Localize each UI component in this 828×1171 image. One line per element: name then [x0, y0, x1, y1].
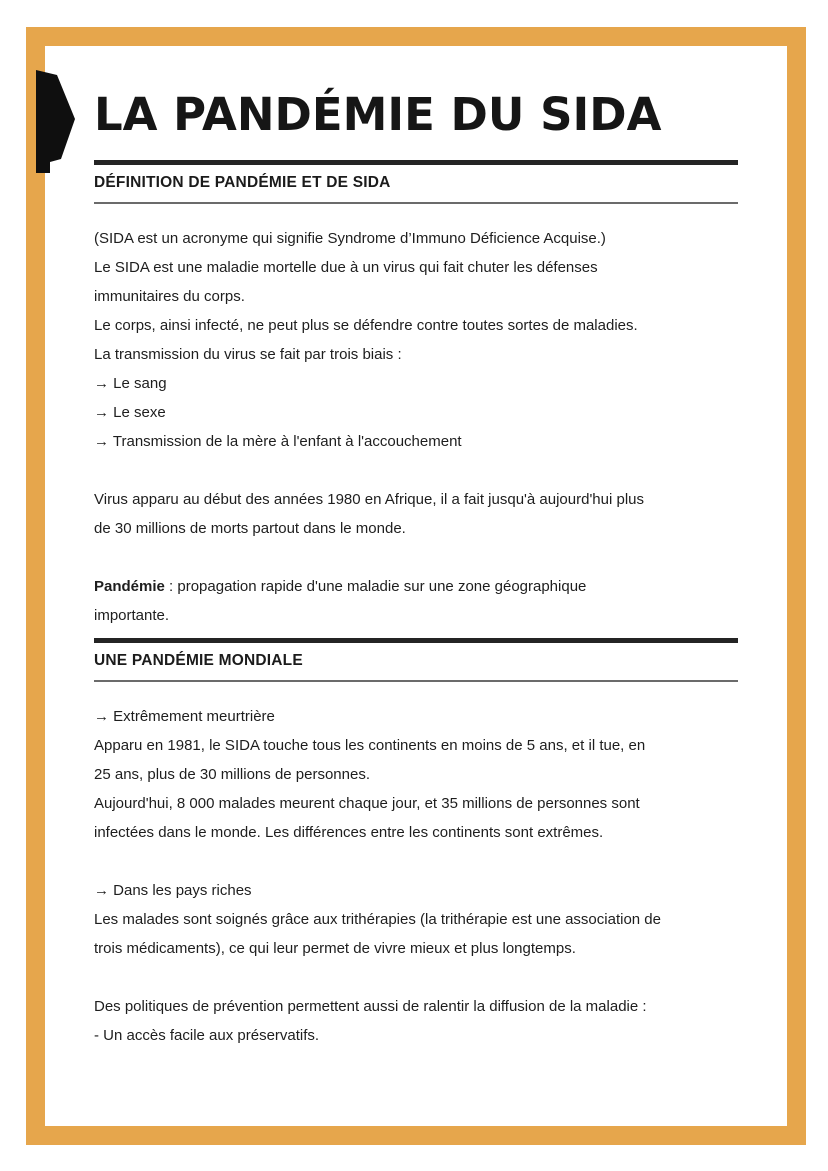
blank-line: [94, 456, 738, 485]
blank-line: [94, 963, 738, 992]
term-pandemie: Pandémie: [94, 578, 165, 595]
text-line: importante.: [94, 607, 170, 624]
text-line: Le corps, ainsi infecté, ne peut plus se défendre contre toutes sortes de maladies.: [94, 317, 638, 334]
section-pandemie-mondiale: [94, 638, 738, 1058]
arrow-list-item: → Extrêmement meurtrière: [94, 708, 275, 725]
section-definition: [94, 160, 738, 638]
section-body: [94, 682, 738, 1058]
section-heading-definition: DÉFINITION DE PANDÉMIE ET DE SIDA: [94, 160, 738, 204]
term-definition-text: : propagation rapide d'une maladie sur une zone géographique: [164, 578, 587, 595]
arrow-list-item: → Le sexe: [94, 404, 166, 421]
text-line: de 30 millions de morts partout dans le monde.: [94, 520, 406, 537]
text-line: Les malades sont soignés grâce aux trithérapies (la trithérapie est une association de: [94, 911, 661, 928]
blank-line: [94, 543, 738, 572]
dash-list-item: - Un accès facile aux préservatifs.: [94, 1027, 320, 1044]
text-line: Le SIDA est une maladie mortelle due à un virus qui fait chuter les défenses: [94, 259, 598, 276]
text-line: trois médicaments), ce qui leur permet de vivre mieux et plus longtemps.: [94, 940, 576, 957]
arrow-list-item: → Le sang: [94, 375, 167, 392]
text-line: Des politiques de prévention permettent aussi de ralentir la diffusion de la maladie :: [94, 998, 647, 1015]
bookmark-icon: [36, 69, 75, 173]
page-content: [94, 0, 738, 1058]
text-line: immunitaires du corps.: [94, 288, 245, 305]
text-line: Apparu en 1981, le SIDA touche tous les continents en moins de 5 ans, et il tue, en: [94, 737, 646, 754]
text-line: La transmission du virus se fait par trois biais :: [94, 346, 402, 363]
arrow-list-item: → Transmission de la mère à l'enfant à l'accouchement: [94, 433, 462, 450]
text-line: (SIDA est un acronyme qui signifie Syndrome d’Immuno Déficience Acquise.): [94, 230, 606, 247]
blank-line: [94, 847, 738, 876]
section-body: [94, 204, 738, 638]
section-heading-pandemie-mondiale: UNE PANDÉMIE MONDIALE: [94, 638, 738, 682]
page-title: LA PANDÉMIE DU SIDA: [94, 88, 662, 141]
arrow-list-item: → Dans les pays riches: [94, 882, 252, 899]
text-line: Virus apparu au début des années 1980 en Afrique, il a fait jusqu'à aujourd'hui plus: [94, 491, 645, 508]
text-line: [94, 572, 738, 601]
text-line: 25 ans, plus de 30 millions de personnes.: [94, 766, 371, 783]
text-line: infectées dans le monde. Les différences entre les continents sont extrêmes.: [94, 824, 604, 841]
text-line: Aujourd'hui, 8 000 malades meurent chaque jour, et 35 millions de personnes sont: [94, 795, 640, 812]
